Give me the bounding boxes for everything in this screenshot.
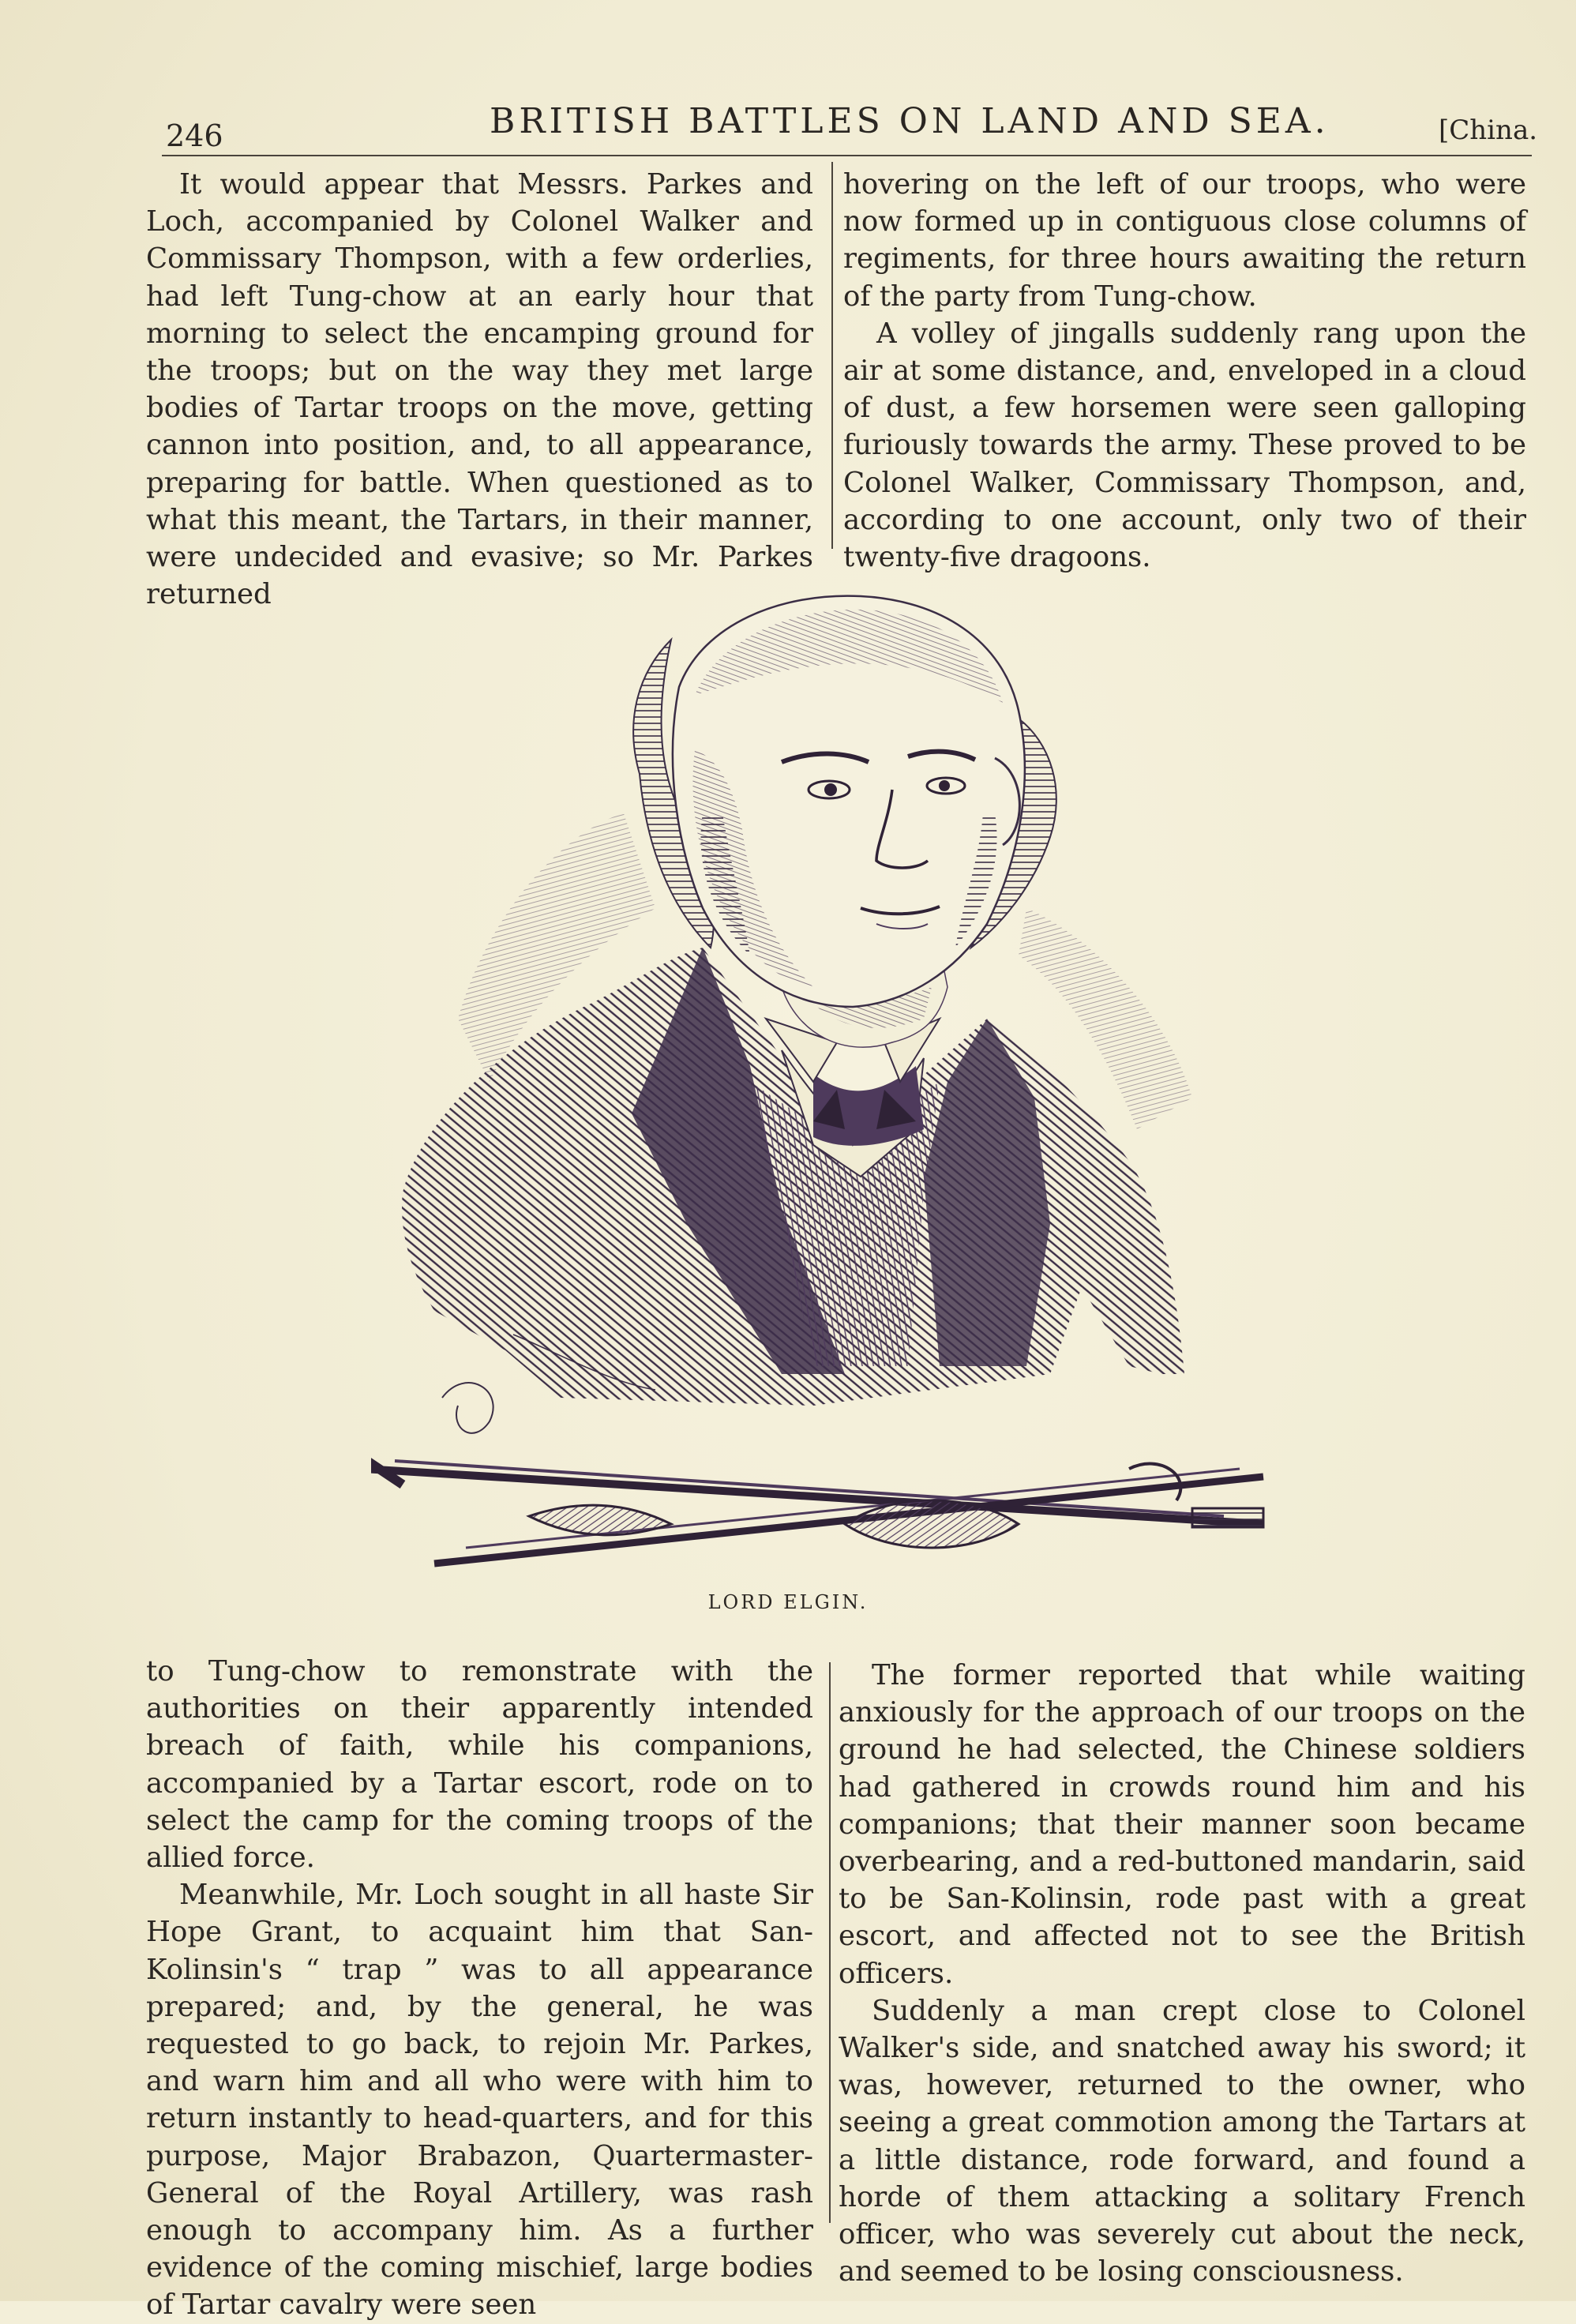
paragraph: hovering on the left of our troops, who were now formed up in contiguous close columns of regiments, for three hours awaiting the return of the party from Tung-chow.: [843, 168, 1526, 313]
header-rule: [162, 155, 1532, 156]
text-column-bottom-right: [839, 1657, 1525, 2290]
column-rule-top: [831, 162, 833, 549]
paragraph: to Tung-chow to remonstrate with the authorities on their apparently intended breach of faith, while his companions, accompanied by a Tartar escort, rode on to select the camp for the coming troops of the allied force.: [146, 1655, 813, 1875]
section-label: [China.: [1439, 115, 1538, 146]
figure-caption: LORD ELGIN.: [707, 1591, 869, 1613]
text-column-top-right: [843, 166, 1526, 576]
text-column-bottom-left: [146, 1653, 813, 2324]
page-number: 246: [166, 118, 223, 153]
paragraph: Suddenly a man crept close to Colonel Walker's side, and snatched away his sword; it was, however, returned to the owner, who seeing a great commotion among the Tartars at a little distance, rode forward, and found a horde of them attacking a solitary French officer, who was severely cut about the neck, and seemed to be losing consciousness.: [839, 1994, 1525, 2288]
paragraph: It would appear that Messrs. Parkes and Loch, accompanied by Colonel Walker and Commissary Thompson, with a few orderlies, had left Tung-chow at an early hour that morning to select the encamping ground for the troops; but on the way they met large bodies of Tartar troops on the move, getting cannon into position, and, to all appearance, preparing for battle. When questioned as to what this meant, the Tartars, in their manner, were undecided and evasive; so Mr. Parkes returned: [146, 168, 813, 611]
paragraph: A volley of jingalls suddenly rang upon the air at some distance, and, enveloped in a cloud of dust, a few horsemen were seen galloping furiously towards the army. These proved to be Colonel Walker, Commissary Thompson, and, according to one account, only two of their twenty-five dragoons.: [843, 317, 1526, 574]
page-header: [0, 0, 1576, 158]
paragraph: Meanwhile, Mr. Loch sought in all haste Sir Hope Grant, to acquaint him that San-Kolinsin's “ trap ” was to all appearance prepared; and, by the general, he was requested to go back, to rejoin Mr. Parkes, and warn him and all who were with him to return instantly to head-quarters, and for this purpose, Major Brabazon, Quartermaster-General of the Royal Artillery, was rash enough to accompany him. As a further evidence of the coming mischief, large bodies of Tartar cavalry were seen: [146, 1879, 813, 2322]
column-rule-bottom: [829, 1662, 831, 2223]
crossed-swords: [371, 1453, 1263, 1564]
paragraph: The former reported that while waiting anxiously for the approach of our troops on the ground he had selected, the Chinese soldiers had gathered in crowds round him and his companions; that their manner soon became overbearing, and a red-buttoned mandarin, said to be San-Kolinsin, rode past with a great escort, and affected not to see the British officers.: [839, 1659, 1525, 1990]
running-title: BRITISH BATTLES ON LAND AND SEA.: [490, 101, 1330, 141]
lord-elgin-engraving: [371, 576, 1287, 1579]
text-column-top-left: [146, 166, 813, 613]
